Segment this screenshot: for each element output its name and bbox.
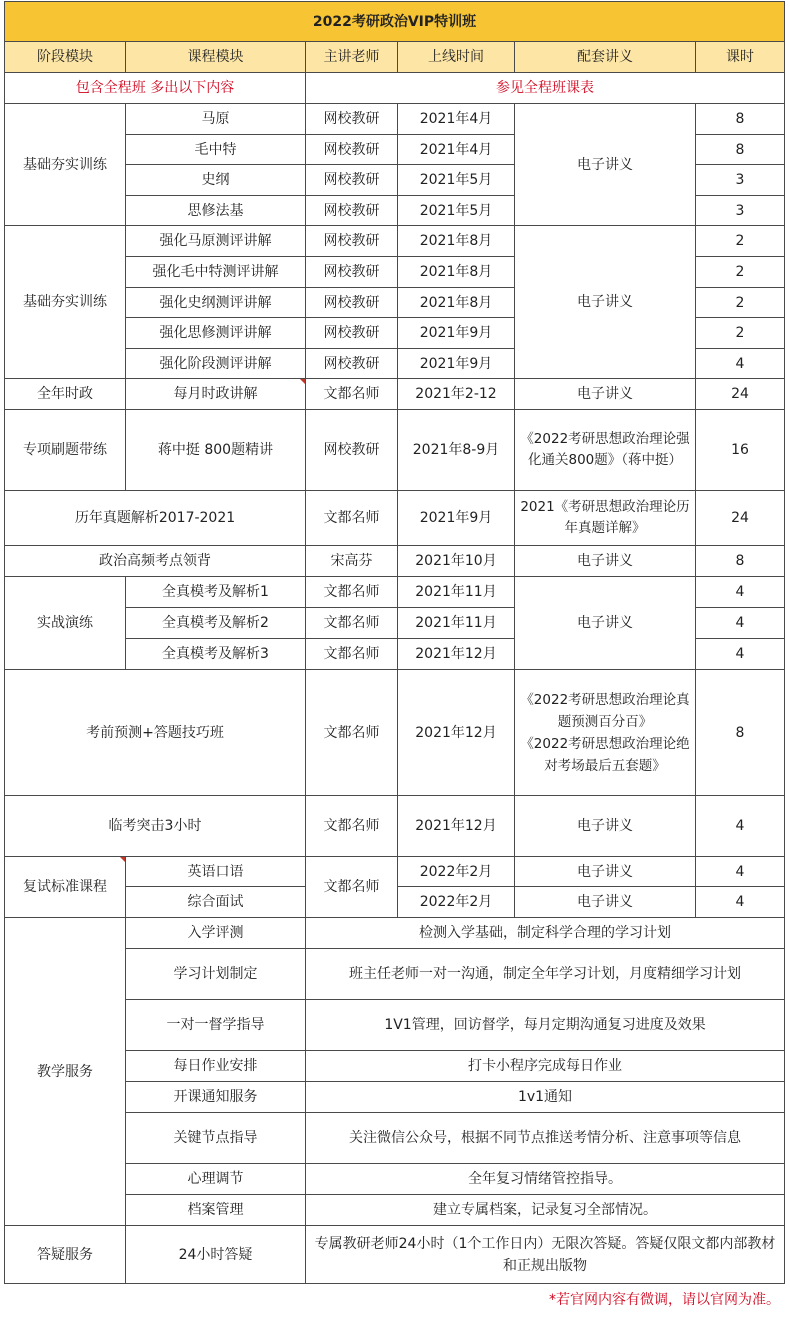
time-cell: 2022年2月 — [398, 857, 515, 887]
service-desc: 打卡小程序完成每日作业 — [306, 1051, 785, 1082]
intro-right: 参见全程班课表 — [306, 73, 785, 104]
hours-cell: 2 — [696, 257, 785, 288]
table-row — [5, 379, 785, 410]
page-title: 2022考研政治VIP特训班 — [5, 2, 785, 42]
hours-cell: 8 — [696, 104, 785, 135]
teacher-cell: 网校教研 — [306, 257, 398, 288]
table-row — [5, 491, 785, 546]
qa-stage-cell: 答疑服务 — [5, 1226, 126, 1284]
stage-cell: 专项刷题带练 — [5, 410, 126, 491]
hours-cell: 4 — [696, 577, 785, 608]
teacher-cell: 网校教研 — [306, 410, 398, 491]
stage-cell: 基础夯实训练 — [5, 104, 126, 226]
course-cell: 英语口语 — [126, 857, 306, 887]
time-cell: 2021年12月 — [398, 796, 515, 857]
time-cell: 2021年12月 — [398, 670, 515, 796]
service-name: 关键节点指导 — [126, 1113, 306, 1164]
header-stage: 阶段模块 — [5, 42, 126, 73]
course-cell: 全真模考及解析3 — [126, 639, 306, 670]
teacher-cell: 文都名师 — [306, 670, 398, 796]
qa-desc: 专属教研老师24小时（1个工作日内）无限次答疑。答疑仅限文都内部教材和正规出版物 — [306, 1226, 785, 1284]
hours-cell: 2 — [696, 288, 785, 318]
service-desc: 1V1管理，回访督学，每月定期沟通复习进度及效果 — [306, 1000, 785, 1051]
course-cell: 史纲 — [126, 165, 306, 196]
course-cell: 全真模考及解析2 — [126, 608, 306, 639]
course-cell: 思修法基 — [126, 196, 306, 226]
teacher-cell: 文都名师 — [306, 491, 398, 546]
service-name: 学习计划制定 — [126, 949, 306, 1000]
header-hours: 课时 — [696, 42, 785, 73]
material-cell: 2021《考研思想政治理论历年真题详解》 — [515, 491, 696, 546]
header-teacher: 主讲老师 — [306, 42, 398, 73]
stage-cell: 全年时政 — [5, 379, 126, 410]
stage-cell: 实战演练 — [5, 577, 126, 670]
time-cell: 2021年9月 — [398, 318, 515, 349]
table-row — [5, 670, 785, 796]
teacher-cell: 文都名师 — [306, 577, 398, 608]
qa-name: 24小时答疑 — [126, 1226, 306, 1284]
time-cell: 2021年5月 — [398, 165, 515, 196]
service-desc: 全年复习情绪管控指导。 — [306, 1164, 785, 1195]
service-desc: 关注微信公众号，根据不同节点推送考情分析、注意事项等信息 — [306, 1113, 785, 1164]
hours-cell: 4 — [696, 639, 785, 670]
hours-cell: 3 — [696, 165, 785, 196]
time-cell: 2021年8月 — [398, 226, 515, 257]
time-cell: 2021年11月 — [398, 577, 515, 608]
hours-cell: 4 — [696, 349, 785, 379]
time-cell: 2021年9月 — [398, 349, 515, 379]
material-cell: 《2022考研思想政治理论强化通关800题》（蒋中挺） — [515, 410, 696, 491]
service-desc: 1v1通知 — [306, 1082, 785, 1113]
material-cell: 电子讲义 — [515, 104, 696, 226]
service-name: 开课通知服务 — [126, 1082, 306, 1113]
teacher-cell: 网校教研 — [306, 196, 398, 226]
time-cell: 2021年2-12 — [398, 379, 515, 410]
teacher-cell: 文都名师 — [306, 639, 398, 670]
table-row — [5, 226, 785, 257]
hours-cell: 24 — [696, 379, 785, 410]
hours-cell: 8 — [696, 546, 785, 577]
teacher-cell: 文都名师 — [306, 796, 398, 857]
material-cell: 电子讲义 — [515, 546, 696, 577]
teacher-cell: 网校教研 — [306, 135, 398, 165]
table-row — [5, 410, 785, 491]
stage-cell: 基础夯实训练 — [5, 226, 126, 379]
teacher-cell: 宋高芬 — [306, 546, 398, 577]
hours-cell: 3 — [696, 196, 785, 226]
course-cell: 全真模考及解析1 — [126, 577, 306, 608]
time-cell: 2021年8-9月 — [398, 410, 515, 491]
material-cell: 电子讲义 — [515, 796, 696, 857]
qa-row — [5, 1226, 785, 1284]
course-cell: 毛中特 — [126, 135, 306, 165]
hours-cell: 2 — [696, 226, 785, 257]
table-row — [5, 104, 785, 135]
material-cell: 电子讲义 — [515, 887, 696, 918]
course-table — [4, 1, 785, 1284]
teacher-cell: 文都名师 — [306, 608, 398, 639]
service-name: 一对一督学指导 — [126, 1000, 306, 1051]
time-cell: 2021年5月 — [398, 196, 515, 226]
course-cell: 强化毛中特测评讲解 — [126, 257, 306, 288]
course-cell: 每月时政讲解 — [126, 379, 306, 410]
teacher-cell: 文都名师 — [306, 857, 398, 918]
time-cell: 2021年12月 — [398, 639, 515, 670]
service-name: 每日作业安排 — [126, 1051, 306, 1082]
course-cell: 马原 — [126, 104, 306, 135]
teacher-cell: 文都名师 — [306, 379, 398, 410]
course-cell: 强化阶段测评讲解 — [126, 349, 306, 379]
material-cell — [515, 670, 696, 796]
time-cell: 2021年9月 — [398, 491, 515, 546]
material-cell: 电子讲义 — [515, 577, 696, 670]
title-row — [5, 2, 785, 42]
hours-cell: 4 — [696, 796, 785, 857]
time-cell: 2021年8月 — [398, 257, 515, 288]
table-row — [5, 857, 785, 887]
course-cell: 临考突击3小时 — [5, 796, 306, 857]
course-cell: 强化马原测评讲解 — [126, 226, 306, 257]
header-material: 配套讲义 — [515, 42, 696, 73]
table-row — [5, 577, 785, 608]
intro-row — [5, 73, 785, 104]
time-cell: 2021年10月 — [398, 546, 515, 577]
material-cell: 电子讲义 — [515, 379, 696, 410]
material-cell: 电子讲义 — [515, 857, 696, 887]
teacher-cell: 网校教研 — [306, 349, 398, 379]
footnote: *若官网内容有微调，请以官网为准。 — [549, 1292, 780, 1308]
course-cell: 政治高频考点领背 — [5, 546, 306, 577]
hours-cell: 4 — [696, 857, 785, 887]
service-name: 入学评测 — [126, 918, 306, 949]
intro-left: 包含全程班 多出以下内容 — [5, 73, 306, 104]
course-cell: 综合面试 — [126, 887, 306, 918]
service-desc: 检测入学基础，制定科学合理的学习计划 — [306, 918, 785, 949]
table-row — [5, 546, 785, 577]
header-time: 上线时间 — [398, 42, 515, 73]
hours-cell: 24 — [696, 491, 785, 546]
hours-cell: 8 — [696, 135, 785, 165]
header-row — [5, 42, 785, 73]
material-line: 《2022考研思想政治理论真题预测百分百》 — [520, 691, 690, 730]
teacher-cell: 网校教研 — [306, 318, 398, 349]
service-name: 心理调节 — [126, 1164, 306, 1195]
course-cell: 蒋中挺 800题精讲 — [126, 410, 306, 491]
header-course: 课程模块 — [126, 42, 306, 73]
hours-cell: 4 — [696, 608, 785, 639]
stage-cell: 复试标准课程 — [5, 857, 126, 918]
hours-cell: 16 — [696, 410, 785, 491]
hours-cell: 2 — [696, 318, 785, 349]
hours-cell: 4 — [696, 887, 785, 918]
teacher-cell: 网校教研 — [306, 226, 398, 257]
service-name: 档案管理 — [126, 1195, 306, 1226]
time-cell: 2021年8月 — [398, 288, 515, 318]
material-cell: 电子讲义 — [515, 226, 696, 379]
course-cell: 历年真题解析2017-2021 — [5, 491, 306, 546]
teacher-cell: 网校教研 — [306, 104, 398, 135]
time-cell: 2022年2月 — [398, 887, 515, 918]
course-cell: 强化史纲测评讲解 — [126, 288, 306, 318]
time-cell: 2021年4月 — [398, 135, 515, 165]
course-cell: 强化思修测评讲解 — [126, 318, 306, 349]
service-desc: 班主任老师一对一沟通，制定全年学习计划，月度精细学习计划 — [306, 949, 785, 1000]
time-cell: 2021年11月 — [398, 608, 515, 639]
material-line: 《2022考研思想政治理论绝对考场最后五套题》 — [520, 735, 690, 774]
hours-cell: 8 — [696, 670, 785, 796]
service-row — [5, 918, 785, 949]
teacher-cell: 网校教研 — [306, 165, 398, 196]
teacher-cell: 网校教研 — [306, 288, 398, 318]
table-row — [5, 796, 785, 857]
course-cell: 考前预测+答题技巧班 — [5, 670, 306, 796]
service-stage-cell: 教学服务 — [5, 918, 126, 1226]
service-desc: 建立专属档案，记录复习全部情况。 — [306, 1195, 785, 1226]
time-cell: 2021年4月 — [398, 104, 515, 135]
